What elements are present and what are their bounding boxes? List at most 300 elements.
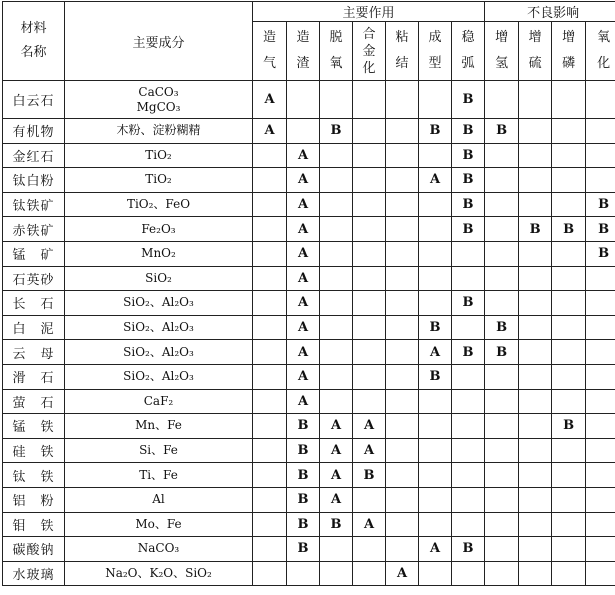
effect-mark-cell-zaozha: A bbox=[287, 217, 320, 242]
effect-mark-cell-zaoqi bbox=[253, 315, 287, 340]
effect-mark-cell-nianjie bbox=[386, 192, 419, 217]
table-row bbox=[3, 81, 615, 119]
effect-mark-cell-wenhu bbox=[452, 315, 485, 340]
material-name-cell: 白云石 bbox=[3, 81, 65, 119]
table-header bbox=[3, 2, 615, 81]
effect-mark-cell-zenglin bbox=[552, 364, 586, 389]
table-row bbox=[3, 389, 615, 414]
effect-mark-cell-zengqing bbox=[485, 438, 519, 463]
effect-mark-cell-zengqing bbox=[485, 81, 519, 119]
effect-mark-cell-tuoyang bbox=[320, 168, 353, 193]
effect-mark-cell-zenglin bbox=[552, 315, 586, 340]
effect-mark-cell-zaoqi bbox=[253, 463, 287, 488]
effect-mark-cell-zengqing bbox=[485, 364, 519, 389]
effect-mark-cell-wenhu bbox=[452, 463, 485, 488]
effect-mark-cell-nianjie bbox=[386, 241, 419, 266]
header-col-zaoqi: 造 气 bbox=[253, 22, 287, 81]
component-formula: Al bbox=[65, 492, 252, 507]
component-formula: SiO₂、Al₂O₃ bbox=[65, 320, 252, 335]
effect-mark-cell-wenhu bbox=[452, 561, 485, 586]
effect-mark-cell-zaozha: B bbox=[287, 463, 320, 488]
effect-mark-cell-zengliu bbox=[519, 364, 552, 389]
material-name-cell: 石英砂 bbox=[3, 266, 65, 291]
component-formula: TiO₂ bbox=[65, 148, 252, 163]
effect-mark-cell-zaoqi bbox=[253, 291, 287, 316]
component-formula: TiO₂ bbox=[65, 172, 252, 187]
effect-mark-cell-zaozha: A bbox=[287, 241, 320, 266]
effect-mark-cell-nianjie bbox=[386, 438, 419, 463]
effect-mark-cell-nianjie bbox=[386, 217, 419, 242]
effect-mark-cell-chengxing bbox=[419, 438, 452, 463]
effect-mark-cell-zenglin bbox=[552, 463, 586, 488]
component-formula: Fe₂O₃ bbox=[65, 222, 252, 237]
effect-mark-cell-zengliu bbox=[519, 414, 552, 439]
effect-mark-cell-zaozha: A bbox=[287, 364, 320, 389]
effect-mark-cell-nianjie bbox=[386, 168, 419, 193]
effect-mark-cell-zaozha: B bbox=[287, 414, 320, 439]
effect-mark-cell-zenglin bbox=[552, 266, 586, 291]
main-component-cell bbox=[65, 512, 253, 537]
effect-mark-cell-zaoqi bbox=[253, 537, 287, 562]
header-col-zengliu: 增 硫 bbox=[519, 22, 552, 81]
table-row bbox=[3, 487, 615, 512]
effect-mark-cell-tuoyang: B bbox=[320, 119, 353, 144]
effect-mark-cell-nianjie bbox=[386, 487, 419, 512]
effect-mark-cell-zengliu bbox=[519, 241, 552, 266]
effect-mark-cell-hejinhua bbox=[353, 340, 386, 365]
effect-mark-cell-zaozha: A bbox=[287, 192, 320, 217]
effect-mark-cell-nianjie bbox=[386, 537, 419, 562]
component-formula: Ti、Fe bbox=[65, 468, 252, 483]
effect-mark-cell-zengqing bbox=[485, 291, 519, 316]
effect-mark-cell-nianjie bbox=[386, 143, 419, 168]
effect-mark-cell-yanghua bbox=[586, 487, 615, 512]
material-name-cell: 锰 矿 bbox=[3, 241, 65, 266]
effect-mark-cell-wenhu bbox=[452, 389, 485, 414]
effect-mark-cell-zaozha: A bbox=[287, 291, 320, 316]
component-formula: SiO₂、Al₂O₃ bbox=[65, 345, 252, 360]
effect-mark-cell-wenhu bbox=[452, 364, 485, 389]
effect-mark-cell-zengliu bbox=[519, 487, 552, 512]
effect-mark-cell-zaoqi bbox=[253, 364, 287, 389]
effect-mark-cell-wenhu: B bbox=[452, 217, 485, 242]
effect-mark-cell-zengqing bbox=[485, 512, 519, 537]
material-name-cell: 金红石 bbox=[3, 143, 65, 168]
component-formula: SiO₂ bbox=[65, 271, 252, 286]
effect-mark-cell-tuoyang: A bbox=[320, 487, 353, 512]
effect-mark-cell-zaozha: A bbox=[287, 389, 320, 414]
effect-mark-cell-zengqing bbox=[485, 561, 519, 586]
effect-mark-cell-zengliu bbox=[519, 438, 552, 463]
effect-mark-cell-zaozha bbox=[287, 561, 320, 586]
effect-mark-cell-zaoqi bbox=[253, 217, 287, 242]
effect-mark-cell-nianjie bbox=[386, 266, 419, 291]
component-formula: CaCO₃ bbox=[65, 85, 252, 100]
material-name-cell: 钛 铁 bbox=[3, 463, 65, 488]
effect-mark-cell-zenglin: B bbox=[552, 414, 586, 439]
main-component-cell bbox=[65, 561, 253, 586]
effect-mark-cell-wenhu: B bbox=[452, 119, 485, 144]
effect-mark-cell-nianjie bbox=[386, 340, 419, 365]
effect-mark-cell-wenhu: B bbox=[452, 291, 485, 316]
table-row bbox=[3, 364, 615, 389]
material-name-cell: 赤铁矿 bbox=[3, 217, 65, 242]
effect-mark-cell-hejinhua: A bbox=[353, 414, 386, 439]
effect-mark-cell-wenhu bbox=[452, 241, 485, 266]
effect-mark-cell-wenhu: B bbox=[452, 168, 485, 193]
effect-mark-cell-chengxing bbox=[419, 512, 452, 537]
effect-mark-cell-zengqing bbox=[485, 537, 519, 562]
effect-mark-cell-yanghua: B bbox=[586, 241, 615, 266]
effect-mark-cell-chengxing bbox=[419, 463, 452, 488]
effect-mark-cell-wenhu bbox=[452, 512, 485, 537]
effect-mark-cell-zengqing bbox=[485, 143, 519, 168]
effect-mark-cell-yanghua bbox=[586, 143, 615, 168]
effect-mark-cell-zenglin bbox=[552, 168, 586, 193]
effect-mark-cell-wenhu: B bbox=[452, 192, 485, 217]
effect-mark-cell-hejinhua bbox=[353, 143, 386, 168]
effect-mark-cell-tuoyang: A bbox=[320, 463, 353, 488]
main-component-cell bbox=[65, 119, 253, 144]
effect-mark-cell-wenhu bbox=[452, 487, 485, 512]
effect-mark-cell-chengxing bbox=[419, 241, 452, 266]
main-component-cell bbox=[65, 81, 253, 119]
effect-mark-cell-zaoqi: A bbox=[253, 81, 287, 119]
effect-mark-cell-tuoyang bbox=[320, 217, 353, 242]
main-component-cell bbox=[65, 192, 253, 217]
effect-mark-cell-zengliu: B bbox=[519, 217, 552, 242]
material-name-cell: 铝 粉 bbox=[3, 487, 65, 512]
effect-mark-cell-zaozha: A bbox=[287, 168, 320, 193]
effect-mark-cell-zengqing bbox=[485, 487, 519, 512]
effect-mark-cell-nianjie bbox=[386, 364, 419, 389]
main-component-cell bbox=[65, 143, 253, 168]
component-formula: 木粉、淀粉糊精 bbox=[65, 123, 252, 138]
effect-mark-cell-nianjie bbox=[386, 414, 419, 439]
effect-mark-cell-tuoyang bbox=[320, 389, 353, 414]
header-main-component: 主要成分 bbox=[65, 2, 253, 81]
effect-mark-cell-zengliu bbox=[519, 192, 552, 217]
component-formula: Mn、Fe bbox=[65, 418, 252, 433]
effect-mark-cell-wenhu: B bbox=[452, 81, 485, 119]
effect-mark-cell-zengliu bbox=[519, 119, 552, 144]
main-component-cell bbox=[65, 414, 253, 439]
effect-mark-cell-nianjie: A bbox=[386, 561, 419, 586]
component-formula: MnO₂ bbox=[65, 246, 252, 261]
effect-mark-cell-zaoqi: A bbox=[253, 119, 287, 144]
effect-mark-cell-zengqing bbox=[485, 389, 519, 414]
component-formula: Si、Fe bbox=[65, 443, 252, 458]
effect-mark-cell-zaozha bbox=[287, 81, 320, 119]
effect-mark-cell-yanghua: B bbox=[586, 217, 615, 242]
effect-mark-cell-zaoqi bbox=[253, 487, 287, 512]
effect-mark-cell-zengliu bbox=[519, 266, 552, 291]
table-row bbox=[3, 512, 615, 537]
effect-mark-cell-chengxing bbox=[419, 414, 452, 439]
effect-mark-cell-zengqing bbox=[485, 168, 519, 193]
material-name-cell: 有机物 bbox=[3, 119, 65, 144]
effect-mark-cell-tuoyang bbox=[320, 364, 353, 389]
effect-mark-cell-zengliu bbox=[519, 463, 552, 488]
table-row bbox=[3, 217, 615, 242]
effect-mark-cell-zengqing bbox=[485, 241, 519, 266]
effect-mark-cell-chengxing bbox=[419, 266, 452, 291]
effect-mark-cell-chengxing: B bbox=[419, 119, 452, 144]
component-formula: Na₂O、K₂O、SiO₂ bbox=[65, 566, 252, 581]
effect-mark-cell-wenhu: B bbox=[452, 143, 485, 168]
effect-mark-cell-hejinhua: B bbox=[353, 463, 386, 488]
table-row bbox=[3, 192, 615, 217]
header-material-name: 材料 名称 bbox=[3, 2, 65, 81]
table-row bbox=[3, 291, 615, 316]
effect-mark-cell-tuoyang bbox=[320, 81, 353, 119]
effect-mark-cell-zaoqi bbox=[253, 192, 287, 217]
effect-mark-cell-yanghua: B bbox=[586, 192, 615, 217]
material-name-cell: 白 泥 bbox=[3, 315, 65, 340]
effect-mark-cell-hejinhua: A bbox=[353, 512, 386, 537]
effect-mark-cell-hejinhua bbox=[353, 217, 386, 242]
effect-mark-cell-yanghua bbox=[586, 119, 615, 144]
effect-mark-cell-tuoyang bbox=[320, 561, 353, 586]
material-name-cell: 钼 铁 bbox=[3, 512, 65, 537]
component-formula: SiO₂、Al₂O₃ bbox=[65, 369, 252, 384]
effect-mark-cell-zaoqi bbox=[253, 266, 287, 291]
effect-mark-cell-zaoqi bbox=[253, 561, 287, 586]
effect-mark-cell-nianjie bbox=[386, 81, 419, 119]
effect-mark-cell-zenglin: B bbox=[552, 217, 586, 242]
effect-mark-cell-zaozha bbox=[287, 119, 320, 144]
effect-mark-cell-zaozha: B bbox=[287, 438, 320, 463]
table-row bbox=[3, 168, 615, 193]
effect-mark-cell-zenglin bbox=[552, 487, 586, 512]
effect-mark-cell-zengqing: B bbox=[485, 315, 519, 340]
header-col-hejinhua: 合 金 化 bbox=[353, 22, 386, 81]
table-row bbox=[3, 315, 615, 340]
effect-mark-cell-zaoqi bbox=[253, 168, 287, 193]
main-component-cell bbox=[65, 364, 253, 389]
main-component-cell bbox=[65, 266, 253, 291]
header-col-tuoyang: 脱 氧 bbox=[320, 22, 353, 81]
effect-mark-cell-zengqing bbox=[485, 217, 519, 242]
table-row bbox=[3, 119, 615, 144]
material-name-cell: 长 石 bbox=[3, 291, 65, 316]
effect-mark-cell-tuoyang bbox=[320, 291, 353, 316]
effect-mark-cell-zaoqi bbox=[253, 241, 287, 266]
effect-mark-cell-nianjie bbox=[386, 512, 419, 537]
effect-mark-cell-chengxing: A bbox=[419, 168, 452, 193]
header-col-nianjie: 粘 结 bbox=[386, 22, 419, 81]
effect-mark-cell-zenglin bbox=[552, 119, 586, 144]
effect-mark-cell-zaozha: A bbox=[287, 315, 320, 340]
effect-mark-cell-zengliu bbox=[519, 81, 552, 119]
effect-mark-cell-zenglin bbox=[552, 389, 586, 414]
effect-mark-cell-zengliu bbox=[519, 561, 552, 586]
effect-mark-cell-zenglin bbox=[552, 291, 586, 316]
effect-mark-cell-yanghua bbox=[586, 389, 615, 414]
effect-mark-cell-hejinhua bbox=[353, 537, 386, 562]
effect-mark-cell-zengqing: B bbox=[485, 119, 519, 144]
effect-mark-cell-zaozha: B bbox=[287, 487, 320, 512]
effect-mark-cell-nianjie bbox=[386, 463, 419, 488]
header-group-bad-effect: 不良影响 bbox=[485, 2, 615, 22]
effect-mark-cell-chengxing bbox=[419, 487, 452, 512]
effect-mark-cell-zaoqi bbox=[253, 340, 287, 365]
effect-mark-cell-zenglin bbox=[552, 143, 586, 168]
table-row bbox=[3, 463, 615, 488]
effect-mark-cell-hejinhua bbox=[353, 119, 386, 144]
component-formula: MgCO₃ bbox=[65, 100, 252, 115]
effect-mark-cell-chengxing: B bbox=[419, 364, 452, 389]
effect-mark-cell-zengliu bbox=[519, 143, 552, 168]
header-col-yanghua: 氧 化 bbox=[586, 22, 615, 81]
effect-mark-cell-zengliu bbox=[519, 512, 552, 537]
effect-mark-cell-zenglin bbox=[552, 512, 586, 537]
effect-mark-cell-zenglin bbox=[552, 340, 586, 365]
header-col-zengqing: 增 氢 bbox=[485, 22, 519, 81]
effect-mark-cell-chengxing: A bbox=[419, 537, 452, 562]
effect-mark-cell-zengqing bbox=[485, 266, 519, 291]
header-col-wenhu: 稳 弧 bbox=[452, 22, 485, 81]
material-name-cell: 云 母 bbox=[3, 340, 65, 365]
header-group-main-effect: 主要作用 bbox=[253, 2, 485, 22]
effect-mark-cell-tuoyang bbox=[320, 340, 353, 365]
effect-mark-cell-zengqing: B bbox=[485, 340, 519, 365]
effect-mark-cell-tuoyang: B bbox=[320, 512, 353, 537]
effect-mark-cell-zengliu bbox=[519, 340, 552, 365]
effect-mark-cell-yanghua bbox=[586, 266, 615, 291]
effect-mark-cell-zaozha: A bbox=[287, 266, 320, 291]
effect-mark-cell-zaozha: B bbox=[287, 537, 320, 562]
effect-mark-cell-yanghua bbox=[586, 414, 615, 439]
effect-mark-cell-nianjie bbox=[386, 119, 419, 144]
main-component-cell bbox=[65, 168, 253, 193]
main-component-cell bbox=[65, 217, 253, 242]
effect-mark-cell-yanghua bbox=[586, 81, 615, 119]
table-body bbox=[3, 81, 615, 586]
effect-mark-cell-zenglin bbox=[552, 561, 586, 586]
effect-mark-cell-zaoqi bbox=[253, 438, 287, 463]
effect-mark-cell-hejinhua: A bbox=[353, 438, 386, 463]
flux-materials-table bbox=[2, 1, 615, 586]
component-formula: CaF₂ bbox=[65, 394, 252, 409]
effect-mark-cell-zengliu bbox=[519, 291, 552, 316]
effect-mark-cell-zaoqi bbox=[253, 389, 287, 414]
effect-mark-cell-hejinhua bbox=[353, 168, 386, 193]
effect-mark-cell-tuoyang bbox=[320, 192, 353, 217]
effect-mark-cell-tuoyang bbox=[320, 315, 353, 340]
material-name-cell: 锰 铁 bbox=[3, 414, 65, 439]
material-name-cell: 钛铁矿 bbox=[3, 192, 65, 217]
component-formula: TiO₂、FeO bbox=[65, 197, 252, 212]
main-component-cell bbox=[65, 463, 253, 488]
effect-mark-cell-chengxing bbox=[419, 192, 452, 217]
effect-mark-cell-chengxing bbox=[419, 389, 452, 414]
effect-mark-cell-zengliu bbox=[519, 168, 552, 193]
component-formula: NaCO₃ bbox=[65, 541, 252, 556]
main-component-cell bbox=[65, 315, 253, 340]
effect-mark-cell-zengliu bbox=[519, 537, 552, 562]
effect-mark-cell-tuoyang bbox=[320, 143, 353, 168]
effect-mark-cell-chengxing bbox=[419, 143, 452, 168]
effect-mark-cell-nianjie bbox=[386, 315, 419, 340]
effect-mark-cell-tuoyang bbox=[320, 266, 353, 291]
effect-mark-cell-yanghua bbox=[586, 364, 615, 389]
effect-mark-cell-hejinhua bbox=[353, 561, 386, 586]
effect-mark-cell-chengxing bbox=[419, 217, 452, 242]
component-formula: Mo、Fe bbox=[65, 517, 252, 532]
effect-mark-cell-yanghua bbox=[586, 537, 615, 562]
effect-mark-cell-chengxing: B bbox=[419, 315, 452, 340]
effect-mark-cell-tuoyang: A bbox=[320, 438, 353, 463]
main-component-cell bbox=[65, 438, 253, 463]
material-name-cell: 碳酸钠 bbox=[3, 537, 65, 562]
effect-mark-cell-wenhu: B bbox=[452, 340, 485, 365]
main-component-cell bbox=[65, 291, 253, 316]
effect-mark-cell-hejinhua bbox=[353, 266, 386, 291]
effect-mark-cell-hejinhua bbox=[353, 241, 386, 266]
main-component-cell bbox=[65, 537, 253, 562]
effect-mark-cell-zaozha: A bbox=[287, 340, 320, 365]
effect-mark-cell-wenhu bbox=[452, 414, 485, 439]
main-component-cell bbox=[65, 340, 253, 365]
table-row bbox=[3, 266, 615, 291]
effect-mark-cell-zengliu bbox=[519, 315, 552, 340]
effect-mark-cell-hejinhua bbox=[353, 364, 386, 389]
effect-mark-cell-zaozha: B bbox=[287, 512, 320, 537]
table-row bbox=[3, 537, 615, 562]
effect-mark-cell-zaoqi bbox=[253, 512, 287, 537]
effect-mark-cell-chengxing bbox=[419, 291, 452, 316]
header-col-zaozha: 造 渣 bbox=[287, 22, 320, 81]
material-name-cell: 萤 石 bbox=[3, 389, 65, 414]
effect-mark-cell-yanghua bbox=[586, 291, 615, 316]
header-col-chengxing: 成 型 bbox=[419, 22, 452, 81]
material-name-cell: 水玻璃 bbox=[3, 561, 65, 586]
effect-mark-cell-tuoyang bbox=[320, 537, 353, 562]
effect-mark-cell-zengqing bbox=[485, 463, 519, 488]
effect-mark-cell-hejinhua bbox=[353, 389, 386, 414]
effect-mark-cell-zengqing bbox=[485, 192, 519, 217]
table-row bbox=[3, 340, 615, 365]
effect-mark-cell-wenhu bbox=[452, 438, 485, 463]
table-row bbox=[3, 241, 615, 266]
effect-mark-cell-zaozha: A bbox=[287, 143, 320, 168]
main-component-cell bbox=[65, 389, 253, 414]
effect-mark-cell-zengqing bbox=[485, 414, 519, 439]
effect-mark-cell-hejinhua bbox=[353, 315, 386, 340]
table-row bbox=[3, 561, 615, 586]
effect-mark-cell-chengxing: A bbox=[419, 340, 452, 365]
effect-mark-cell-nianjie bbox=[386, 389, 419, 414]
table-row bbox=[3, 143, 615, 168]
effect-mark-cell-wenhu: B bbox=[452, 537, 485, 562]
effect-mark-cell-zenglin bbox=[552, 438, 586, 463]
material-name-cell: 滑 石 bbox=[3, 364, 65, 389]
effect-mark-cell-zengliu bbox=[519, 389, 552, 414]
effect-mark-cell-zenglin bbox=[552, 241, 586, 266]
effect-mark-cell-hejinhua bbox=[353, 192, 386, 217]
effect-mark-cell-hejinhua bbox=[353, 487, 386, 512]
effect-mark-cell-hejinhua bbox=[353, 81, 386, 119]
effect-mark-cell-yanghua bbox=[586, 168, 615, 193]
effect-mark-cell-zaoqi bbox=[253, 414, 287, 439]
effect-mark-cell-tuoyang bbox=[320, 241, 353, 266]
table-row bbox=[3, 438, 615, 463]
effect-mark-cell-zenglin bbox=[552, 192, 586, 217]
effect-mark-cell-tuoyang: A bbox=[320, 414, 353, 439]
effect-mark-cell-yanghua bbox=[586, 512, 615, 537]
effect-mark-cell-nianjie bbox=[386, 291, 419, 316]
